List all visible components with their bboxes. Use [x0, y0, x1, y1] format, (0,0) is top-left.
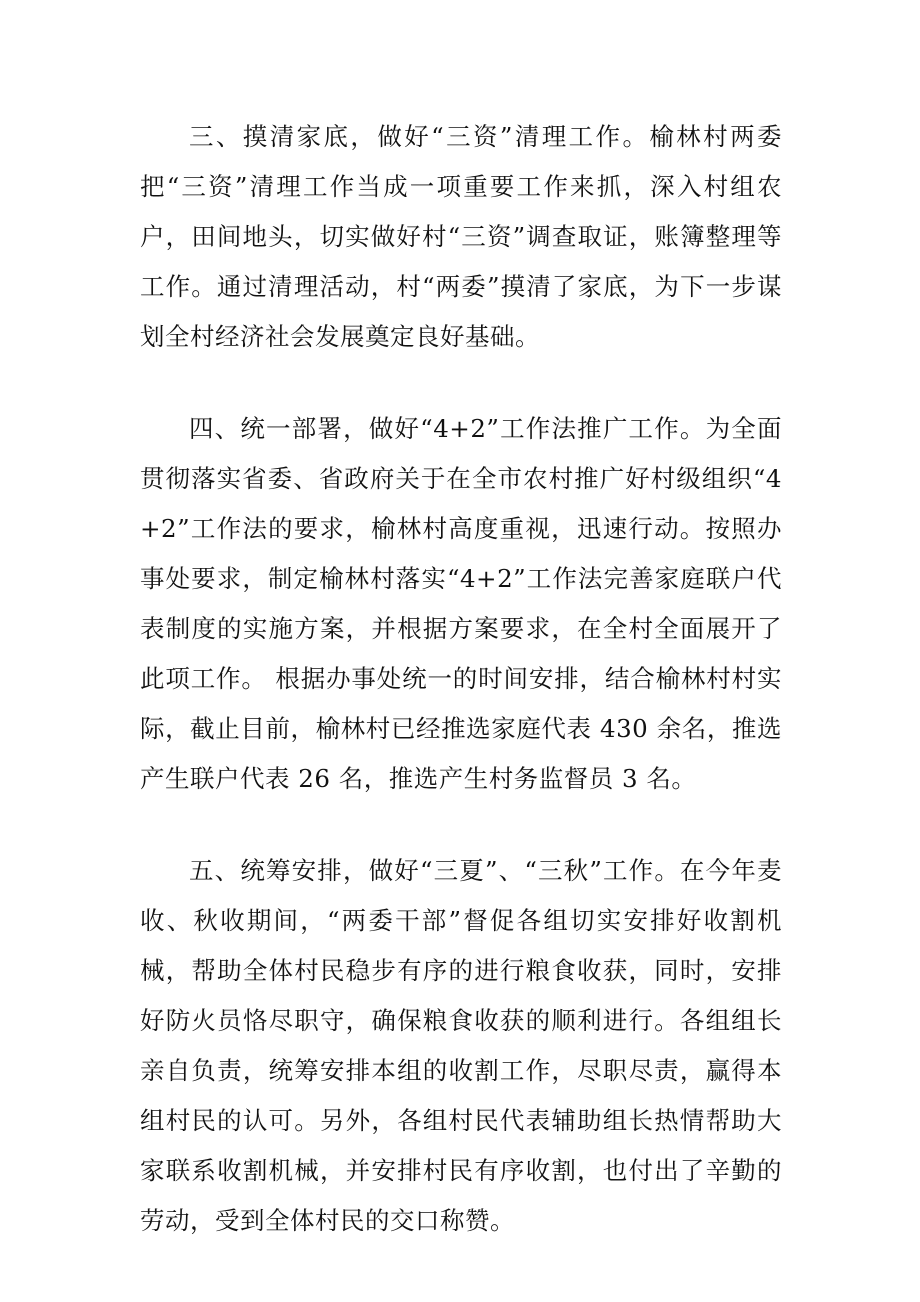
document-body: [140, 112, 782, 1288]
paragraph-4-2-method: 四、统一部署，做好“4+2”工作法推广工作。为全面贯彻落实省委、省政府关于在全市农村推广好村级组织“4+2”工作法的要求，榆林村高度重视，迅速行动。按照办事处要求，制定榆林村落实“4+2”工作法完善家庭联户代表制度的实施方案，并根据方案要求，在全村全面展开了此项工作。 根据办事处统一的时间安排，结合榆林村村实际，截止目前，榆林村已经推选家庭代表 430 余名，推选产生联户代表 26 名，推选产生村务监督员 3 名。: [140, 414, 782, 793]
paragraph-harvest-work: 五、统筹安排，做好“三夏”、“三秋”工作。在今年麦收、秋收期间，“两委干部”督促各组切实安排好收割机械，帮助全体村民稳步有序的进行粮食收获，同时，安排好防火员恪尽职守，确保粮食收获的顺利进行。各组组长亲自负责，统筹安排本组的收割工作，尽职尽责，赢得本组村民的认可。另外，各组村民代表辅助组长热情帮助大家联系收割机械，并安排村民有序收割，也付出了辛勤的劳动，受到全体村民的交口称赞。: [140, 856, 782, 1235]
paragraph-sanzi-cleanup: 三、摸清家底，做好“三资”清理工作。榆林村两委把“三资”清理工作当成一项重要工作来抓，深入村组农户，田间地头，切实做好村“三资”调查取证，账簿整理等工作。通过清理活动，村“两委”摸清了家底，为下一步谋划全村经济社会发展奠定良好基础。: [140, 122, 782, 351]
